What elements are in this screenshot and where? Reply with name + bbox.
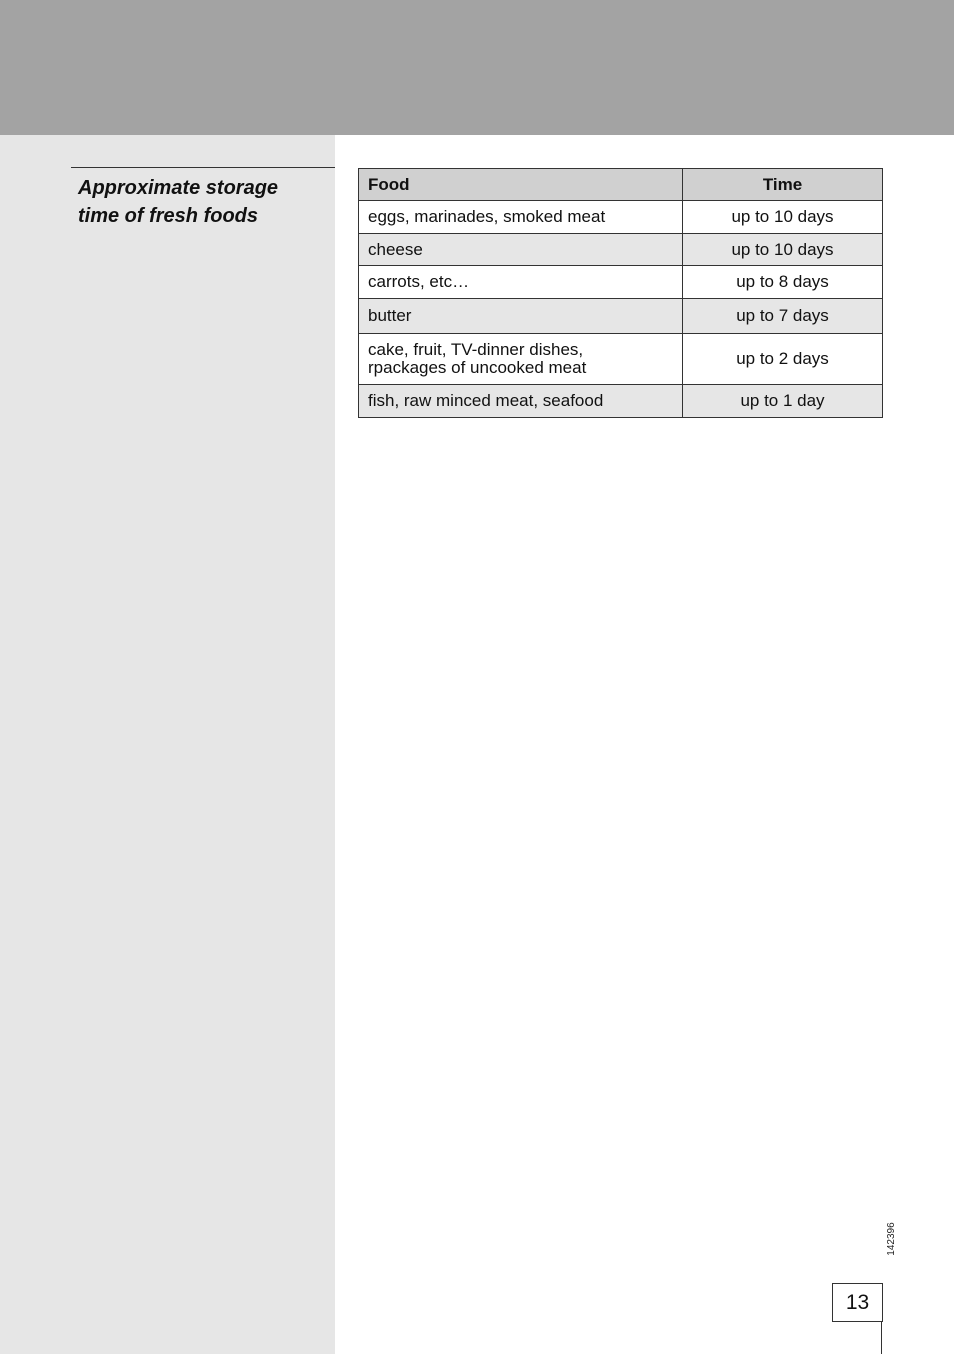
time-cell: up to 10 days (683, 234, 883, 266)
time-cell: up to 10 days (683, 201, 883, 234)
header-band (0, 0, 954, 135)
food-text: cake, fruit, TV-dinner dishes, (368, 340, 584, 359)
column-header-food: Food (359, 169, 683, 201)
table-header-row (359, 169, 883, 201)
page-number-rule (881, 1322, 882, 1354)
time-cell: up to 2 days (683, 334, 883, 385)
food-text: butter (368, 306, 412, 325)
table-row (359, 266, 883, 299)
food-text: carrots, etc… (368, 272, 470, 291)
section-divider (71, 167, 335, 168)
food-cell (359, 334, 683, 385)
table-row (359, 234, 883, 266)
food-text: eggs, marinades, smoked meat (368, 207, 606, 226)
food-cell (359, 266, 683, 299)
food-cell (359, 385, 683, 418)
sidebar-panel (0, 135, 335, 1354)
table-row (359, 334, 883, 385)
table-row (359, 299, 883, 334)
document-code: 142396 (886, 1222, 897, 1256)
section-title-line: Approximate storage (78, 177, 279, 199)
food-cell (359, 201, 683, 234)
time-cell: up to 7 days (683, 299, 883, 334)
section-title-line: time of fresh foods (78, 205, 259, 227)
food-text: fish, raw minced meat, seafood (368, 391, 604, 410)
food-cell (359, 299, 683, 334)
time-cell: up to 8 days (683, 266, 883, 299)
table-row (359, 385, 883, 418)
table-row (359, 201, 883, 234)
page-number: 13 (832, 1283, 883, 1322)
section-title (78, 174, 328, 230)
column-header-time: Time (683, 169, 883, 201)
food-cell (359, 234, 683, 266)
storage-time-table (358, 168, 883, 418)
food-text: cheese (368, 239, 423, 259)
time-cell: up to 1 day (683, 385, 883, 418)
food-text: rpackages of uncooked meat (368, 358, 587, 377)
